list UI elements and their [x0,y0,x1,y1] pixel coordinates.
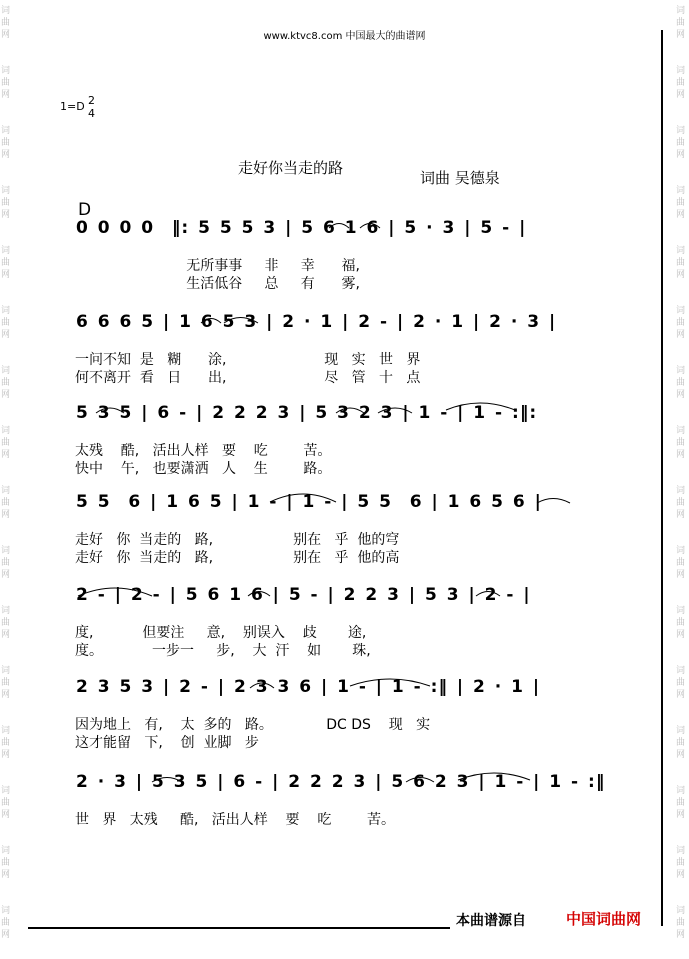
watermark-glyph: 网 [1,750,11,760]
page-frame-line [661,30,663,926]
watermark-glyph: 网 [676,90,686,100]
time-signature [88,94,95,120]
watermark-glyph: 词 [676,246,686,256]
watermark-glyph: 词 [1,546,11,556]
watermark-glyph: 网 [676,150,686,160]
watermark-glyph: 词 [676,666,686,676]
watermark-glyph: 曲 [676,738,686,748]
watermark-glyph: 网 [1,210,11,220]
watermark-glyph: 网 [1,690,11,700]
watermark-glyph: 词 [676,546,686,556]
watermark-glyph: 词 [676,66,686,76]
watermark-glyph: 曲 [676,678,686,688]
watermark-glyph: 网 [676,750,686,760]
watermark-glyph: 网 [1,510,11,520]
lyric-line: 走好 你 当走的 路, 别在 乎 他的穹 [75,532,400,548]
watermark-glyph: 词 [676,726,686,736]
watermark-glyph: 网 [1,450,11,460]
lyric-line: 太残 酷, 活出人样 要 吃 苦。 [75,443,332,459]
lyric-line: 何不离开 看 日 出, 尽 管 十 点 [75,370,421,386]
time-bottom: 4 [88,107,95,120]
watermark-glyph: 词 [1,906,11,916]
lyric-line: 走好 你 当走的 路, 别在 乎 他的高 [75,550,400,566]
watermark-glyph: 词 [676,486,686,496]
watermark-glyph: 网 [1,30,11,40]
watermark-glyph: 词 [676,126,686,136]
lyric-line: 度。 一步一 步, 大 汗 如 珠, [75,643,371,659]
watermark-glyph: 曲 [676,18,686,28]
watermark-glyph: 词 [676,846,686,856]
watermark-glyph: 曲 [1,378,11,388]
watermark-glyph: 网 [1,270,11,280]
watermark-glyph: 网 [1,930,11,940]
watermark-glyph: 网 [676,810,686,820]
watermark-glyph: 曲 [676,618,686,628]
lyric-line: 度, 但要注 意, 别误入 歧 途, [75,625,367,641]
watermark-glyph: 曲 [676,438,686,448]
watermark-glyph: 词 [676,786,686,796]
watermark-glyph: 网 [676,390,686,400]
watermark-glyph: 曲 [676,78,686,88]
song-title: 走好你当走的路 [238,159,344,177]
watermark-glyph: 网 [676,570,686,580]
notation-line: 2 · 3 | 5 3 5 | 6 - | 2 2 2 3 | 5 6 2 3 | 1 - | 1 - :‖ [76,772,606,792]
watermark-glyph: 词 [1,126,11,136]
watermark-glyph: 曲 [1,258,11,268]
watermark-glyph: 网 [676,210,686,220]
watermark-glyph: 词 [1,486,11,496]
composer-credit: 词曲 吴德泉 [420,169,500,187]
watermark-glyph: 曲 [1,78,11,88]
watermark-glyph: 曲 [676,498,686,508]
watermark-glyph: 词 [676,906,686,916]
lyric-line: 无所事事 非 幸 福, [75,258,360,274]
watermark-glyph: 曲 [1,558,11,568]
watermark-glyph: 曲 [1,618,11,628]
watermark-glyph: 网 [676,870,686,880]
time-top: 2 [88,94,95,107]
watermark-glyph: 网 [1,330,11,340]
watermark-glyph: 词 [1,306,11,316]
watermark-glyph: 曲 [1,198,11,208]
watermark-glyph: 词 [1,186,11,196]
watermark-glyph: 曲 [1,138,11,148]
watermark-glyph: 词 [1,846,11,856]
left-watermark-strip [0,0,14,959]
source-label: 本曲谱源自 [456,913,526,929]
key-signature: 1=D [60,100,85,113]
lyric-line: 因为地上 有, 太 多的 路。 DC DS 现 实 [75,717,431,733]
watermark-glyph: 曲 [676,858,686,868]
watermark-glyph: 网 [1,630,11,640]
watermark-glyph: 曲 [676,198,686,208]
watermark-glyph: 网 [1,810,11,820]
watermark-glyph: 曲 [676,318,686,328]
watermark-glyph: 曲 [676,378,686,388]
watermark-glyph: 词 [1,606,11,616]
watermark-glyph: 网 [676,630,686,640]
watermark-glyph: 曲 [676,918,686,928]
lyric-line: 一问不知 是 糊 涂, 现 实 世 界 [75,352,421,368]
watermark-glyph: 词 [1,366,11,376]
right-watermark-strip [675,0,689,959]
footer-rule [28,927,450,929]
watermark-glyph: 曲 [676,798,686,808]
watermark-glyph: 词 [1,666,11,676]
source-site: 中国词曲网 [566,910,642,928]
watermark-glyph: 词 [676,606,686,616]
watermark-glyph: 曲 [676,258,686,268]
watermark-glyph: 网 [676,270,686,280]
watermark-glyph: 曲 [1,678,11,688]
lyric-line: 这才能留 下, 创 业脚 步 [75,735,259,751]
watermark-glyph: 词 [676,426,686,436]
notation-line: 5 5 6 | 1 6 5 | 1 - | 1 - | 5 5 6 | 1 6 5 6 | [76,492,542,512]
watermark-glyph: 网 [676,30,686,40]
notation-line: 0 0 0 0 ‖: 5 5 5 3 | 5 6 1 6 | 5 · 3 | 5 - | [76,218,527,238]
watermark-glyph: 网 [676,930,686,940]
site-header: www.ktvc8.com 中国最大的曲谱网 [263,31,426,42]
lyric-line: 世 界 太残 酷, 活出人样 要 吃 苦。 [75,812,395,828]
watermark-glyph: 词 [1,6,11,16]
watermark-glyph: 曲 [1,918,11,928]
watermark-glyph: 词 [1,246,11,256]
watermark-glyph: 曲 [1,498,11,508]
watermark-glyph: 网 [676,510,686,520]
watermark-glyph: 词 [1,426,11,436]
watermark-glyph: 曲 [1,738,11,748]
notation-line: 5 3 5 | 6 - | 2 2 2 3 | 5 3 2 3 | 1 - | 1 - :‖: [76,403,538,423]
notation-line: 2 3 5 3 | 2 - | 2 3 3 6 | 1 - | 1 - :‖ | 2 · 1 | [76,677,541,697]
notation-line: 6 6 6 5 | 1 6 5 3 | 2 · 1 | 2 - | 2 · 1 | 2 · 3 | [76,312,557,332]
lyric-line: 生活低谷 总 有 雾, [75,276,360,292]
watermark-glyph: 曲 [1,858,11,868]
section-mark: D [78,200,92,220]
watermark-glyph: 网 [1,570,11,580]
watermark-glyph: 曲 [1,798,11,808]
watermark-glyph: 曲 [676,558,686,568]
notation-line: 2 - | 2 - | 5 6 1 6 | 5 - | 2 2 3 | 5 3 | 2 - | [76,585,531,605]
watermark-glyph: 网 [676,330,686,340]
watermark-glyph: 网 [1,390,11,400]
watermark-glyph: 曲 [1,438,11,448]
watermark-glyph: 词 [1,786,11,796]
watermark-glyph: 词 [676,186,686,196]
watermark-glyph: 网 [1,150,11,160]
watermark-glyph: 网 [1,870,11,880]
watermark-glyph: 词 [676,306,686,316]
watermark-glyph: 词 [676,6,686,16]
watermark-glyph: 词 [1,66,11,76]
watermark-glyph: 网 [1,90,11,100]
watermark-glyph: 词 [676,366,686,376]
watermark-glyph: 曲 [1,318,11,328]
watermark-glyph: 词 [1,726,11,736]
watermark-glyph: 网 [676,450,686,460]
lyric-line: 快中 午, 也要潇洒 人 生 路。 [75,461,332,477]
watermark-glyph: 曲 [676,138,686,148]
watermark-glyph: 曲 [1,18,11,28]
watermark-glyph: 网 [676,690,686,700]
